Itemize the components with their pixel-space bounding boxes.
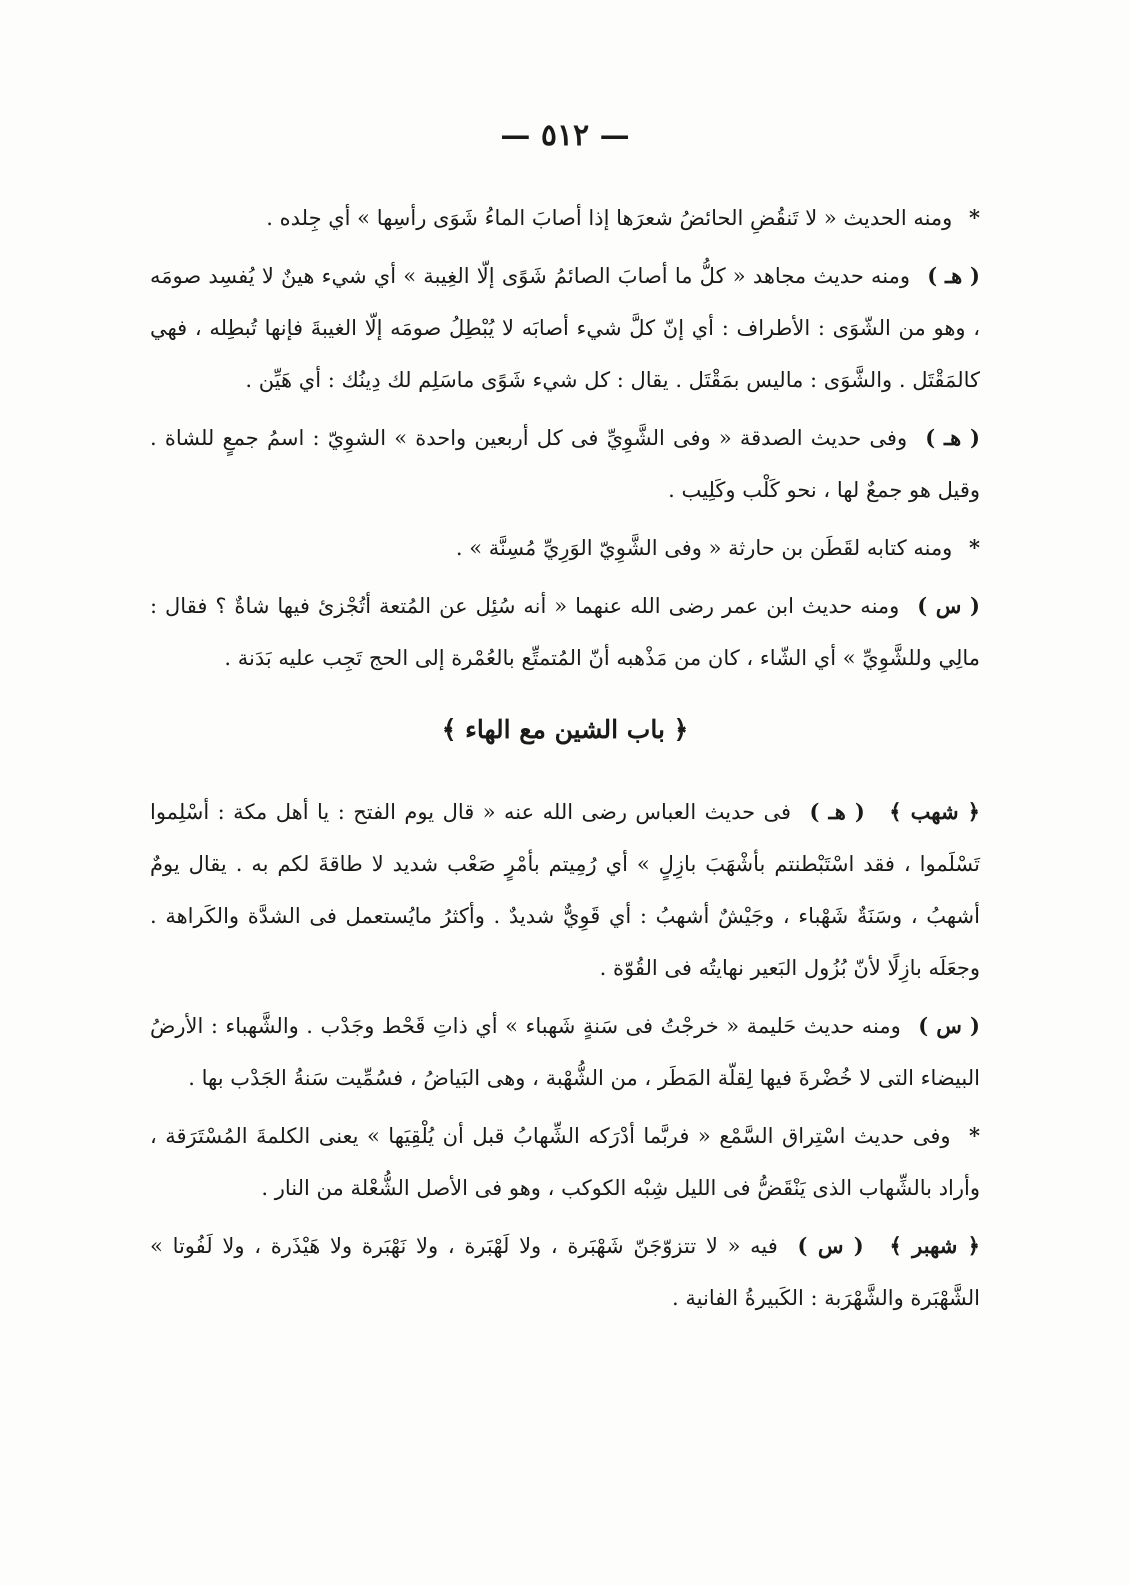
entry-marker: ( هـ ) (925, 425, 980, 450)
entry-marker: * (969, 535, 980, 560)
entry-text: ومنه كتابه لقَطَن بن حارثة « وفى الشَّوِيّ الوَرِيِّ مُسِنَّة » . (455, 536, 953, 560)
entry-marker: ( س ) (797, 1233, 864, 1258)
entry-text: فيه « لا تتزوّجَنّ شَهْبَرة ، ولا لَهْبَرة ، ولا نَهْبَرة ولا هَيْذَرة ، ولا لَفُوتا » الشَّهْبَرة والشَّهْرَبة : الكَبيرةُ الفانية . (150, 1234, 980, 1310)
entry-paragraph (150, 412, 980, 516)
main-text (150, 192, 980, 1330)
entry-marker: ( هـ ) (927, 263, 980, 288)
entry-marker: * (969, 1123, 980, 1148)
entry-paragraph (150, 1110, 980, 1214)
root-keyword: ﴿ شهبر ﴾ (889, 1233, 980, 1258)
entry-paragraph (150, 1000, 980, 1104)
entry-paragraph (150, 1220, 980, 1324)
page-number: — ٥١٢ — (500, 118, 630, 153)
entry-text: ومنه الحديث « لا تَنقُضِ الحائضُ شعرَها إذا أصابَ الماءُ شَوَى رأسِها » أي جِلده . (266, 206, 953, 230)
entry-marker: ( س ) (918, 1013, 980, 1038)
entry-text: فى حديث العباس رضى الله عنه « قال يوم الفتح : يا أهل مكة : أسْلِموا تَسْلَموا ، فقد اسْتَبْطنتم بأشْهَبَ بازِلٍ » أي رُمِيتم بأمْرٍ صَعْب شديد لا طاقةَ لكم به . يقال يومٌ أشهبُ ، وسَنَةٌ شَهْباء ، وجَيْشٌ أشهبُ : أي قَوِيٌّ شديدٌ . وأكثرُ مايُستعمل فى الشدَّة والكَراهة . وجعَلَه بازِلًا لأنّ بُزُول البَعير نهايتُه فى القُوّة . (150, 800, 980, 980)
section-title: ﴿ باب الشين مع الهاء ﴾ (441, 715, 689, 744)
entry-paragraph (150, 522, 980, 574)
root-keyword: ﴿ شهب ﴾ (889, 799, 980, 824)
entry-paragraph (150, 580, 980, 684)
entry-marker: ( س ) (917, 593, 980, 618)
entry-marker: * (969, 205, 980, 230)
entry-marker: ( هـ ) (809, 799, 865, 824)
entry-paragraph (150, 786, 980, 994)
entry-text: وفى حديث اسْتِراق السَّمْع « فربَّما أدْرَكه الشِّهابُ قبل أن يُلْقِيَها » يعنى الكلمةَ المُسْتَرَقة ، وأراد بالشِّهاب الذى يَنْقَضُّ فى الليل شِبْه الكوكب ، وهو فى الأصل الشُّعْلة من النار . (150, 1124, 980, 1200)
entry-text: ومنه حديث حَليمة « خرجْتُ فى سَنةٍ شَهباء » أي ذاتِ قَحْط وجَدْب . والشَّهباء : الأرضُ البيضاء التى لا خُضْرةَ فيها لِقلّة المَطَر ، من الشُّهْبة ، وهى البَياضُ ، فسُمِّيت سَنةُ الجَدْب بها . (150, 1014, 980, 1090)
entry-paragraph (150, 192, 980, 244)
entry-text: وفى حديث الصدقة « وفى الشَّوِيِّ فى كل أربعين واحدة » الشوِيّ : اسمُ جمعٍ للشاة . وقيل هو جمعٌ لها ، نحو كَلْب وكَلِيب . (150, 426, 980, 502)
entry-text: ومنه حديث مجاهد « كلُّ ما أصابَ الصائمُ شَوًى إلّا الغِيبة » أي شيء هينٌ لا يُفسِد صومَه ، وهو من الشّوَى : الأطراف : أي إنّ كلَّ شيء أصابَه لا يُبْطِلُ صومَه إلّا الغيبةَ فإنها تُبطِله ، فهي كالمَقْتَل . والشَّوَى : ماليس بمَقْتَل . يقال : كل شيء شَوًى ماسَلِم لك دِينُك : أي هَيِّن . (150, 264, 980, 392)
entry-paragraph (150, 250, 980, 406)
entry-text: ومنه حديث ابن عمر رضى الله عنهما « أنه سُئِل عن المُتعة أتُجْزئ فيها شاةٌ ؟ فقال : مالِي وللشَّوِيِّ » أي الشّاء ، كان من مَذْهبه أنّ المُتمتِّع بالعُمْرة إلى الحج تَجِب عليه بَدَنة . (150, 594, 980, 670)
